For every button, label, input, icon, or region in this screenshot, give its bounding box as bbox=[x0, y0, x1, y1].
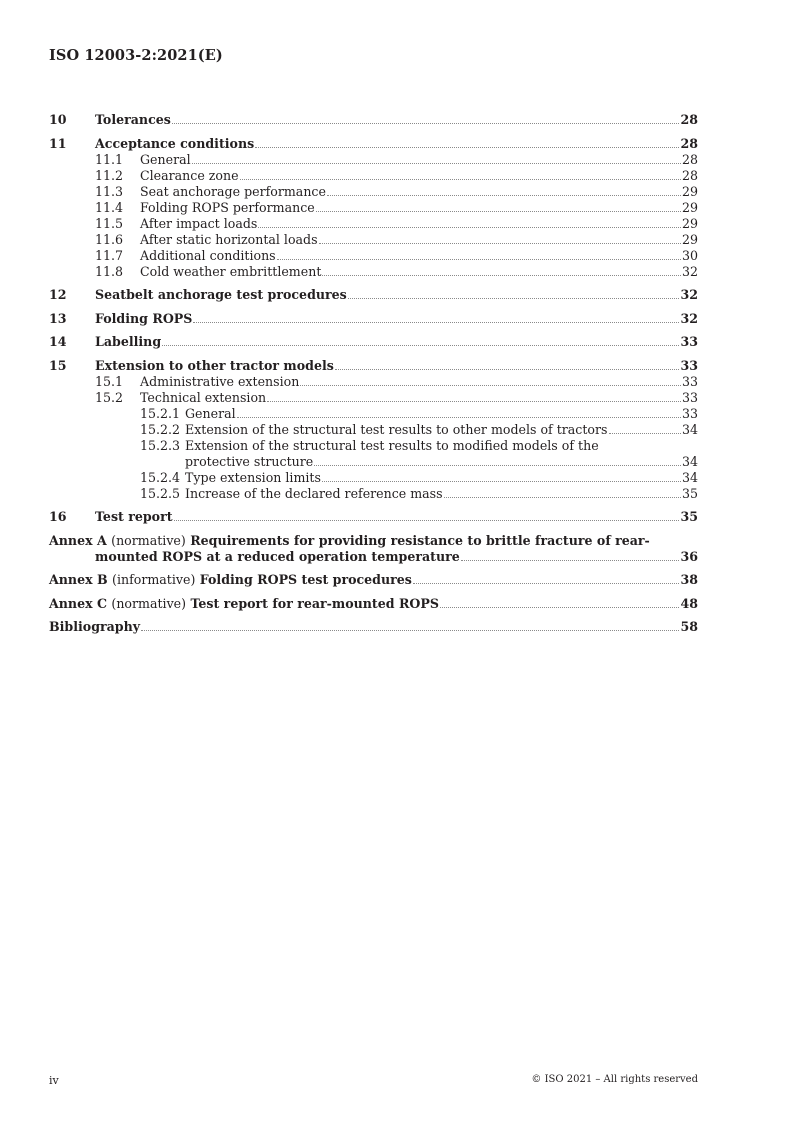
toc-page: 33 bbox=[681, 405, 698, 421]
dot-leader bbox=[141, 630, 679, 631]
toc-page: 29 bbox=[681, 183, 698, 199]
toc-page: 35 bbox=[681, 485, 698, 501]
toc-title: Folding ROPS bbox=[95, 310, 193, 326]
toc-entry-11-2[interactable] bbox=[49, 168, 698, 184]
toc-entry-15-2-1[interactable] bbox=[49, 406, 698, 422]
toc-entry-15-1[interactable] bbox=[49, 374, 698, 390]
toc-title: Bibliography bbox=[49, 619, 141, 634]
toc-bibliography[interactable] bbox=[49, 619, 698, 635]
toc-number: 11.1 bbox=[95, 151, 124, 167]
toc-number: 14 bbox=[49, 334, 67, 349]
toc-page: 28 bbox=[681, 167, 698, 183]
dot-leader bbox=[174, 520, 680, 521]
toc-annex-b[interactable] bbox=[49, 572, 698, 588]
toc-title: General bbox=[140, 151, 191, 167]
dot-leader bbox=[322, 481, 681, 482]
toc-page: 33 bbox=[680, 357, 698, 373]
toc-entry-15-2-5[interactable] bbox=[49, 486, 698, 502]
toc-title: Test report bbox=[95, 509, 173, 524]
toc-number: 15.2.5 bbox=[140, 485, 181, 501]
toc-number: 15 bbox=[49, 357, 67, 373]
toc-entry-15-2-4[interactable] bbox=[49, 470, 698, 486]
copyright-notice: © ISO 2021 – All rights reserved bbox=[531, 1074, 698, 1085]
toc-title: Additional conditions bbox=[140, 247, 276, 263]
toc-number: 11.3 bbox=[95, 183, 124, 199]
toc-entry-12[interactable] bbox=[49, 287, 698, 303]
dot-leader bbox=[327, 195, 681, 196]
dot-leader bbox=[609, 433, 681, 434]
annex-type: (informative) bbox=[112, 572, 196, 587]
toc-title: Tolerances bbox=[95, 112, 171, 127]
toc-page: 32 bbox=[680, 310, 698, 326]
toc-page: 38 bbox=[680, 572, 698, 587]
dot-leader bbox=[258, 227, 681, 228]
toc-title-continued: protective structure bbox=[185, 453, 314, 469]
toc-number: 11.6 bbox=[95, 231, 124, 247]
toc-number: 11 bbox=[49, 135, 67, 151]
dot-leader bbox=[440, 607, 680, 608]
toc-number: 13 bbox=[49, 310, 67, 326]
annex-title-continued: mounted ROPS at a reduced operation temperature bbox=[95, 548, 460, 564]
dot-leader bbox=[314, 465, 681, 466]
annex-label: Annex C bbox=[49, 595, 108, 611]
toc-entry-11-4[interactable] bbox=[49, 200, 698, 216]
toc-title: Extension to other tractor models bbox=[95, 357, 334, 373]
toc-title: Administrative extension bbox=[140, 373, 300, 389]
toc-title: Extension of the structural test results to modified models of the bbox=[185, 437, 599, 453]
toc-title: General bbox=[185, 405, 236, 421]
toc-page: 28 bbox=[680, 112, 698, 127]
toc-title: After impact loads bbox=[140, 215, 258, 231]
dot-leader bbox=[192, 163, 681, 164]
toc-title: Seat anchorage performance bbox=[140, 183, 326, 199]
annex-type: (normative) bbox=[111, 595, 187, 611]
toc-title: Extension of the structural test results to other models of tractors bbox=[185, 421, 608, 437]
toc-title: Clearance zone bbox=[140, 167, 239, 183]
toc-page: 35 bbox=[680, 509, 698, 524]
toc-number: 15.2.4 bbox=[140, 469, 181, 485]
page-number: iv bbox=[49, 1074, 59, 1087]
toc-title: Seatbelt anchorage test procedures bbox=[95, 287, 347, 302]
toc-page: 28 bbox=[681, 151, 698, 167]
toc-number: 15.2.3 bbox=[140, 437, 181, 453]
dot-leader bbox=[277, 259, 681, 260]
toc-annex-c[interactable] bbox=[49, 596, 698, 612]
annex-label: Annex B bbox=[49, 572, 108, 587]
toc-title: Increase of the declared reference mass bbox=[185, 485, 443, 501]
toc-entry-15-2-3[interactable] bbox=[49, 438, 698, 470]
table-of-contents bbox=[49, 112, 698, 635]
toc-entry-14[interactable] bbox=[49, 334, 698, 350]
toc-page: 34 bbox=[681, 421, 698, 437]
toc-title: Technical extension bbox=[140, 389, 267, 405]
toc-entry-11[interactable] bbox=[49, 136, 698, 152]
toc-page: 29 bbox=[681, 231, 698, 247]
dot-leader bbox=[240, 179, 681, 180]
toc-title: After static horizontal loads bbox=[140, 231, 318, 247]
dot-leader bbox=[267, 401, 681, 402]
toc-title: Folding ROPS performance bbox=[140, 199, 315, 215]
annex-title: Test report for rear-mounted ROPS bbox=[190, 595, 439, 611]
toc-entry-11-6[interactable] bbox=[49, 232, 698, 248]
dot-leader bbox=[255, 147, 679, 148]
dot-leader bbox=[172, 123, 680, 124]
annex-type: (normative) bbox=[111, 532, 186, 548]
dot-leader bbox=[319, 243, 681, 244]
toc-title: Acceptance conditions bbox=[95, 135, 255, 151]
toc-number: 11.4 bbox=[95, 199, 124, 215]
toc-entry-15[interactable] bbox=[49, 358, 698, 374]
toc-entry-15-2-2[interactable] bbox=[49, 422, 698, 438]
toc-entry-16[interactable] bbox=[49, 509, 698, 525]
toc-page: 32 bbox=[681, 263, 698, 279]
toc-entry-11-8[interactable] bbox=[49, 264, 698, 280]
dot-leader bbox=[461, 560, 680, 561]
toc-page: 48 bbox=[680, 595, 698, 611]
toc-title: Labelling bbox=[95, 334, 162, 349]
toc-annex-a[interactable] bbox=[49, 533, 698, 565]
toc-entry-11-5[interactable] bbox=[49, 216, 698, 232]
toc-title: Type extension limits bbox=[185, 469, 321, 485]
dot-leader bbox=[316, 211, 681, 212]
toc-number: 15.1 bbox=[95, 373, 124, 389]
toc-page: 34 bbox=[681, 453, 698, 469]
toc-entry-13[interactable] bbox=[49, 311, 698, 327]
annex-label: Annex A bbox=[49, 532, 107, 548]
toc-number: 15.2.2 bbox=[140, 421, 181, 437]
annex-title: Folding ROPS test procedures bbox=[199, 572, 412, 587]
toc-number: 15.2 bbox=[95, 389, 124, 405]
dot-leader bbox=[162, 345, 679, 346]
toc-page: 29 bbox=[681, 215, 698, 231]
dot-leader bbox=[193, 322, 679, 323]
dot-leader bbox=[335, 369, 680, 370]
toc-page: 32 bbox=[680, 287, 698, 302]
dot-leader bbox=[300, 385, 681, 386]
dot-leader bbox=[348, 298, 680, 299]
toc-page: 30 bbox=[681, 247, 698, 263]
toc-page: 33 bbox=[680, 334, 698, 349]
toc-entry-15-2[interactable] bbox=[49, 390, 698, 406]
toc-number: 15.2.1 bbox=[140, 405, 181, 421]
toc-entry-11-7[interactable] bbox=[49, 248, 698, 264]
toc-page: 28 bbox=[680, 135, 698, 151]
toc-number: 11.2 bbox=[95, 167, 124, 183]
toc-page: 33 bbox=[681, 373, 698, 389]
dot-leader bbox=[237, 417, 681, 418]
document-id-header: ISO 12003-2:2021(E) bbox=[49, 47, 223, 64]
dot-leader bbox=[444, 497, 681, 498]
toc-number: 16 bbox=[49, 509, 67, 524]
toc-page: 36 bbox=[680, 548, 698, 564]
toc-entry-11-3[interactable] bbox=[49, 184, 698, 200]
toc-number: 12 bbox=[49, 287, 67, 302]
toc-entry-11-1[interactable] bbox=[49, 152, 698, 168]
dot-leader bbox=[322, 275, 681, 276]
toc-number: 11.5 bbox=[95, 215, 124, 231]
annex-title: Requirements for providing resistance to brittle fracture of rear- bbox=[190, 532, 650, 548]
toc-number: 11.8 bbox=[95, 263, 124, 279]
toc-page: 29 bbox=[681, 199, 698, 215]
toc-entry-10[interactable] bbox=[49, 112, 698, 128]
toc-title: Cold weather embrittlement bbox=[140, 263, 322, 279]
toc-page: 33 bbox=[681, 389, 698, 405]
toc-page: 58 bbox=[680, 619, 698, 634]
toc-number: 10 bbox=[49, 112, 67, 127]
toc-page: 34 bbox=[681, 469, 698, 485]
dot-leader bbox=[413, 583, 680, 584]
toc-number: 11.7 bbox=[95, 247, 124, 263]
